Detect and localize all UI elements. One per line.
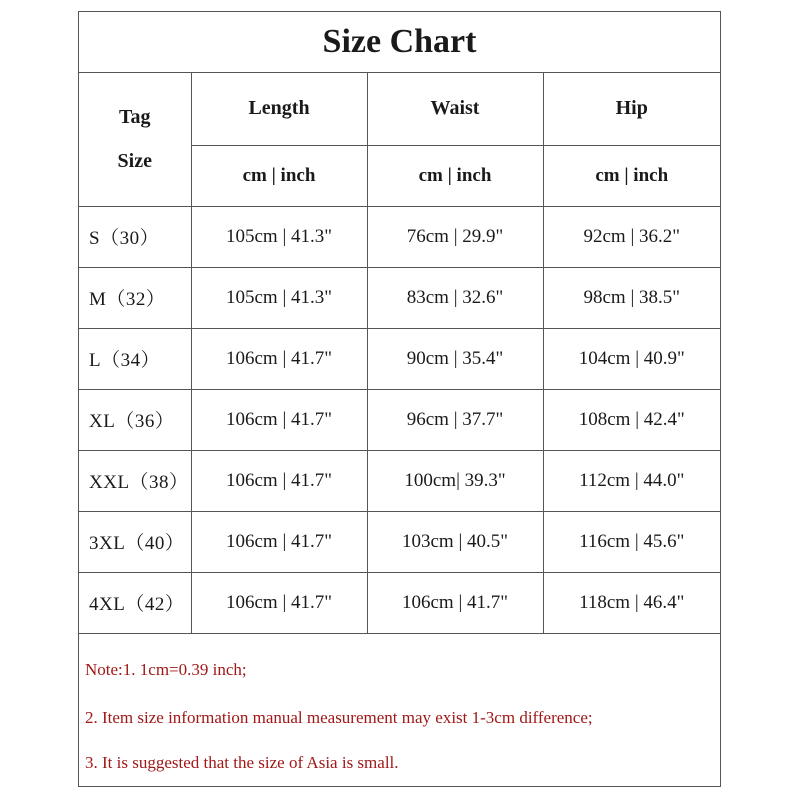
- table-row: [79, 572, 720, 633]
- notes-section: [79, 633, 720, 786]
- column-header-length: Length: [191, 73, 367, 145]
- tag-size-header-line2: Size: [117, 150, 152, 173]
- chart-title: Size Chart: [79, 12, 720, 73]
- table-row: [79, 389, 720, 450]
- note-1: Note:1. 1cm=0.39 inch;: [85, 660, 247, 679]
- tag-size-header-line1: Tag: [118, 106, 151, 129]
- table-row: [79, 450, 720, 511]
- waist-cell: 103cm | 40.5": [367, 511, 543, 572]
- unit-header-waist: cm | inch: [367, 145, 543, 206]
- hip-cell: 116cm | 45.6": [543, 511, 720, 572]
- hip-cell: 104cm | 40.9": [543, 328, 720, 389]
- size-cell: 3XL（40）: [79, 511, 191, 572]
- waist-cell: 76cm | 29.9": [367, 206, 543, 267]
- size-chart: [78, 11, 721, 787]
- size-cell: 4XL（42）: [79, 572, 191, 633]
- waist-cell: 100cm| 39.3": [367, 450, 543, 511]
- hip-cell: 98cm | 38.5": [543, 267, 720, 328]
- column-header-hip: Hip: [543, 73, 720, 145]
- table-row: [79, 328, 720, 389]
- table-row: [79, 206, 720, 267]
- length-cell: 106cm | 41.7": [191, 572, 367, 633]
- unit-header-hip: cm | inch: [543, 145, 720, 206]
- hip-cell: 108cm | 42.4": [543, 389, 720, 450]
- length-cell: 105cm | 41.3": [191, 267, 367, 328]
- size-table: [79, 73, 720, 634]
- column-header-waist: Waist: [367, 73, 543, 145]
- length-cell: 106cm | 41.7": [191, 328, 367, 389]
- table-row: [79, 511, 720, 572]
- hip-cell: 92cm | 36.2": [543, 206, 720, 267]
- size-cell: XXL（38）: [79, 450, 191, 511]
- size-cell: XL（36）: [79, 389, 191, 450]
- size-cell: S（30）: [79, 206, 191, 267]
- length-cell: 106cm | 41.7": [191, 389, 367, 450]
- note-3: 3. It is suggested that the size of Asia is small.: [85, 753, 399, 772]
- size-cell: M（32）: [79, 267, 191, 328]
- header-row: [79, 73, 720, 145]
- length-cell: 106cm | 41.7": [191, 511, 367, 572]
- waist-cell: 83cm | 32.6": [367, 267, 543, 328]
- waist-cell: 106cm | 41.7": [367, 572, 543, 633]
- waist-cell: 90cm | 35.4": [367, 328, 543, 389]
- waist-cell: 96cm | 37.7": [367, 389, 543, 450]
- note-2: 2. Item size information manual measurement may exist 1-3cm difference;: [85, 708, 593, 727]
- length-cell: 106cm | 41.7": [191, 450, 367, 511]
- table-row: [79, 267, 720, 328]
- tag-size-header: [79, 73, 191, 206]
- size-cell: L（34）: [79, 328, 191, 389]
- hip-cell: 118cm | 46.4": [543, 572, 720, 633]
- hip-cell: 112cm | 44.0": [543, 450, 720, 511]
- unit-header-length: cm | inch: [191, 145, 367, 206]
- length-cell: 105cm | 41.3": [191, 206, 367, 267]
